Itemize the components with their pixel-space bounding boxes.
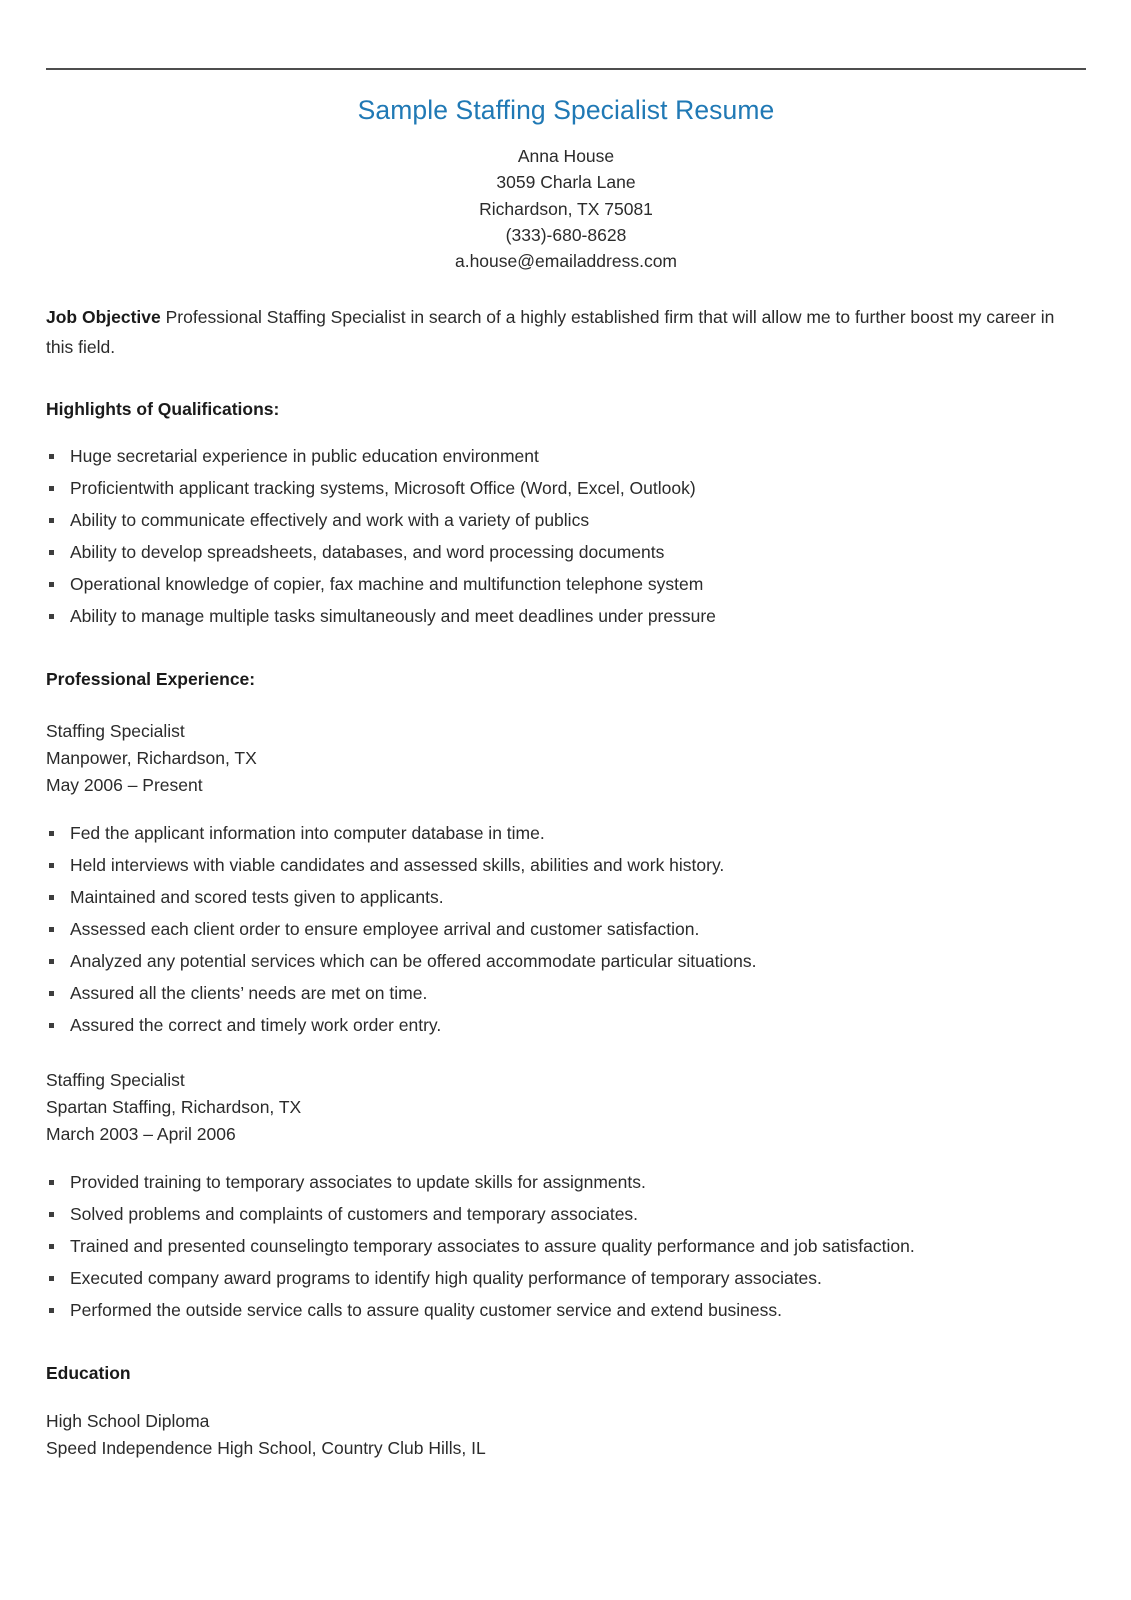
job-dates: May 2006 – Present — [46, 774, 203, 795]
highlights-list — [46, 440, 1086, 632]
job-objective-paragraph — [46, 302, 1066, 362]
list-item: Ability to manage multiple tasks simultaneously and meet deadlines under pressure — [46, 600, 1086, 632]
contact-city-state-zip: Richardson, TX 75081 — [479, 198, 653, 219]
education-degree: High School Diploma — [46, 1410, 210, 1431]
job-entry — [46, 1067, 1086, 1148]
section-heading-education: Education — [46, 1362, 131, 1383]
job-dates: March 2003 – April 2006 — [46, 1123, 236, 1144]
list-item: Operational knowledge of copier, fax machine and multifunction telephone system — [46, 568, 1086, 600]
job-title: Staffing Specialist — [46, 1069, 185, 1090]
contact-email: a.house@emailaddress.com — [454, 251, 678, 272]
list-item: Assured all the clients’ needs are met on time. — [46, 977, 1086, 1009]
list-item: Maintained and scored tests given to applicants. — [46, 881, 1086, 913]
education-school: Speed Independence High School, Country Club Hills, IL — [46, 1437, 486, 1458]
list-item: Ability to develop spreadsheets, databases, and word processing documents — [46, 536, 1086, 568]
list-item: Provided training to temporary associates to update skills for assignments. — [46, 1166, 1086, 1198]
list-item: Fed the applicant information into computer database in time. — [46, 817, 1086, 849]
contact-phone: (333)-680-8628 — [505, 225, 627, 246]
list-item: Solved problems and complaints of customers and temporary associates. — [46, 1198, 1086, 1230]
list-item: Trained and presented counselingto temporary associates to assure quality performance and job satisfaction. — [46, 1230, 1086, 1262]
list-item: Executed company award programs to identify high quality performance of temporary associates. — [46, 1262, 1086, 1294]
section-heading-experience: Professional Experience: — [46, 668, 256, 689]
contact-street: 3059 Charla Lane — [496, 172, 636, 193]
education-entry — [46, 1408, 1086, 1462]
header-divider — [46, 68, 1086, 70]
page-title: Sample Staffing Specialist Resume — [357, 95, 775, 125]
job-employer: Spartan Staffing, Richardson, TX — [46, 1096, 302, 1117]
list-item: Held interviews with viable candidates and assessed skills, abilities and work history. — [46, 849, 1086, 881]
list-item: Performed the outside service calls to assure quality customer service and extend business. — [46, 1294, 1086, 1326]
list-item: Assured the correct and timely work order entry. — [46, 1009, 1086, 1041]
job-duties-list — [46, 817, 1086, 1041]
job-objective-text: Professional Staffing Specialist in search of a highly established firm that will allow me to further boost my career in this field. — [46, 306, 1055, 357]
list-item: Assessed each client order to ensure employee arrival and customer satisfaction. — [46, 913, 1086, 945]
contact-name: Anna House — [517, 145, 615, 166]
list-item: Huge secretarial experience in public education environment — [46, 440, 1086, 472]
list-item: Proficientwith applicant tracking systems, Microsoft Office (Word, Excel, Outlook) — [46, 472, 1086, 504]
resume-content — [46, 0, 1086, 1462]
list-item: Analyzed any potential services which can be offered accommodate particular situations. — [46, 945, 1086, 977]
job-duties-list — [46, 1166, 1086, 1326]
job-employer: Manpower, Richardson, TX — [46, 747, 257, 768]
list-item: Ability to communicate effectively and work with a variety of publics — [46, 504, 1086, 536]
job-title: Staffing Specialist — [46, 720, 185, 741]
contact-block — [46, 143, 1086, 275]
section-heading-highlights: Highlights of Qualifications: — [46, 398, 280, 419]
job-entry — [46, 718, 1086, 799]
job-objective-label: Job Objective — [46, 306, 161, 327]
